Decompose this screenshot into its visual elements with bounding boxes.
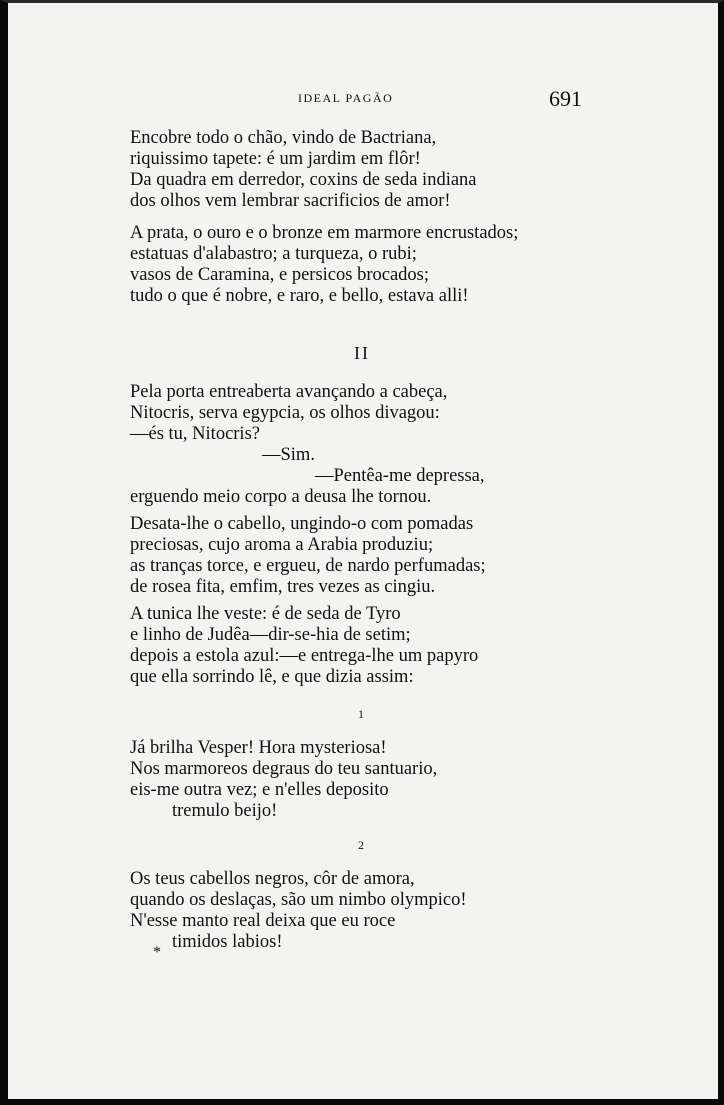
verse-line: preciosas, cujo aroma a Arabia produziu; — [130, 535, 434, 555]
verse-line: depois a estola azul:—e entrega-lhe um papyro — [130, 646, 479, 666]
running-title: IDEAL PAGÃO — [298, 91, 394, 105]
verse-line: e linho de Judêa—dir-se-hia de setim; — [130, 625, 411, 645]
verse-line: Encobre todo o chão, vindo de Bactriana, — [130, 128, 437, 148]
verse-line: de rosea fita, emfim, tres vezes as cingiu. — [130, 577, 436, 597]
verse-line: vasos de Caramina, e persicos brocados; — [130, 265, 429, 285]
page-number: 691 — [549, 86, 582, 111]
verse-line: Já brilha Vesper! Hora mysteriosa! — [130, 738, 387, 758]
verse-line: tudo o que é nobre, e raro, e bello, estava alli! — [130, 286, 469, 306]
footnote-mark: * — [153, 944, 161, 961]
verse-line: —és tu, Nitocris? — [130, 424, 260, 444]
stanza-2 — [130, 223, 518, 307]
verse-line: Da quadra em derredor, coxins de seda indiana — [130, 170, 477, 190]
stanza-3 — [130, 514, 486, 598]
verse-line: Desata-lhe o cabello, ungindo-o com pomadas — [130, 514, 474, 534]
verse-line: —Pentêa-me depressa, — [315, 466, 485, 486]
section-heading: II — [354, 343, 370, 363]
verse-line: timidos labios! — [172, 932, 283, 952]
verse-line: que ella sorrindo lê, e que dizia assim: — [130, 667, 414, 687]
verse-line: Pela porta entreaberta avançando a cabeça, — [130, 382, 448, 402]
stanza-4 — [130, 604, 478, 688]
poem-stanza-2 — [130, 869, 467, 953]
verse-line: eis-me outra vez; e n'elles deposito — [130, 780, 389, 800]
verse-line: —Sim. — [262, 445, 315, 465]
poem-number-1: 1 — [358, 707, 366, 721]
verse-line: as tranças torce, e ergueu, de nardo perfumadas; — [130, 556, 486, 576]
verse-line: Nitocris, serva egypcia, os olhos divagou: — [130, 403, 440, 423]
poem-number-2: 2 — [358, 838, 366, 852]
verse-line: A prata, o ouro e o bronze em marmore encrustados; — [130, 223, 519, 243]
verse-line: A tunica lhe veste: é de seda de Tyro — [130, 604, 401, 624]
page-header — [130, 86, 580, 112]
verse-line: erguendo meio corpo a deusa lhe tornou. — [130, 487, 432, 507]
verse-line: Os teus cabellos negros, côr de amora, — [130, 869, 415, 889]
verse-line: quando os deslaças, são um nimbo olympico! — [130, 890, 467, 910]
verse-line: Nos marmoreos degraus do teu santuario, — [130, 759, 438, 779]
verse-line: riquissimo tapete: é um jardim em flôr! — [130, 149, 421, 169]
verse-line: estatuas d'alabastro; a turqueza, o rubi; — [130, 244, 417, 264]
dialogue-stanza — [130, 382, 485, 508]
verse-line: N'esse manto real deixa que eu roce — [130, 911, 396, 931]
verse-line: dos olhos vem lembrar sacrificios de amor! — [130, 191, 451, 211]
poem-stanza-1 — [130, 738, 437, 822]
verse-line: tremulo beijo! — [172, 801, 278, 821]
stanza-1 — [130, 128, 477, 212]
